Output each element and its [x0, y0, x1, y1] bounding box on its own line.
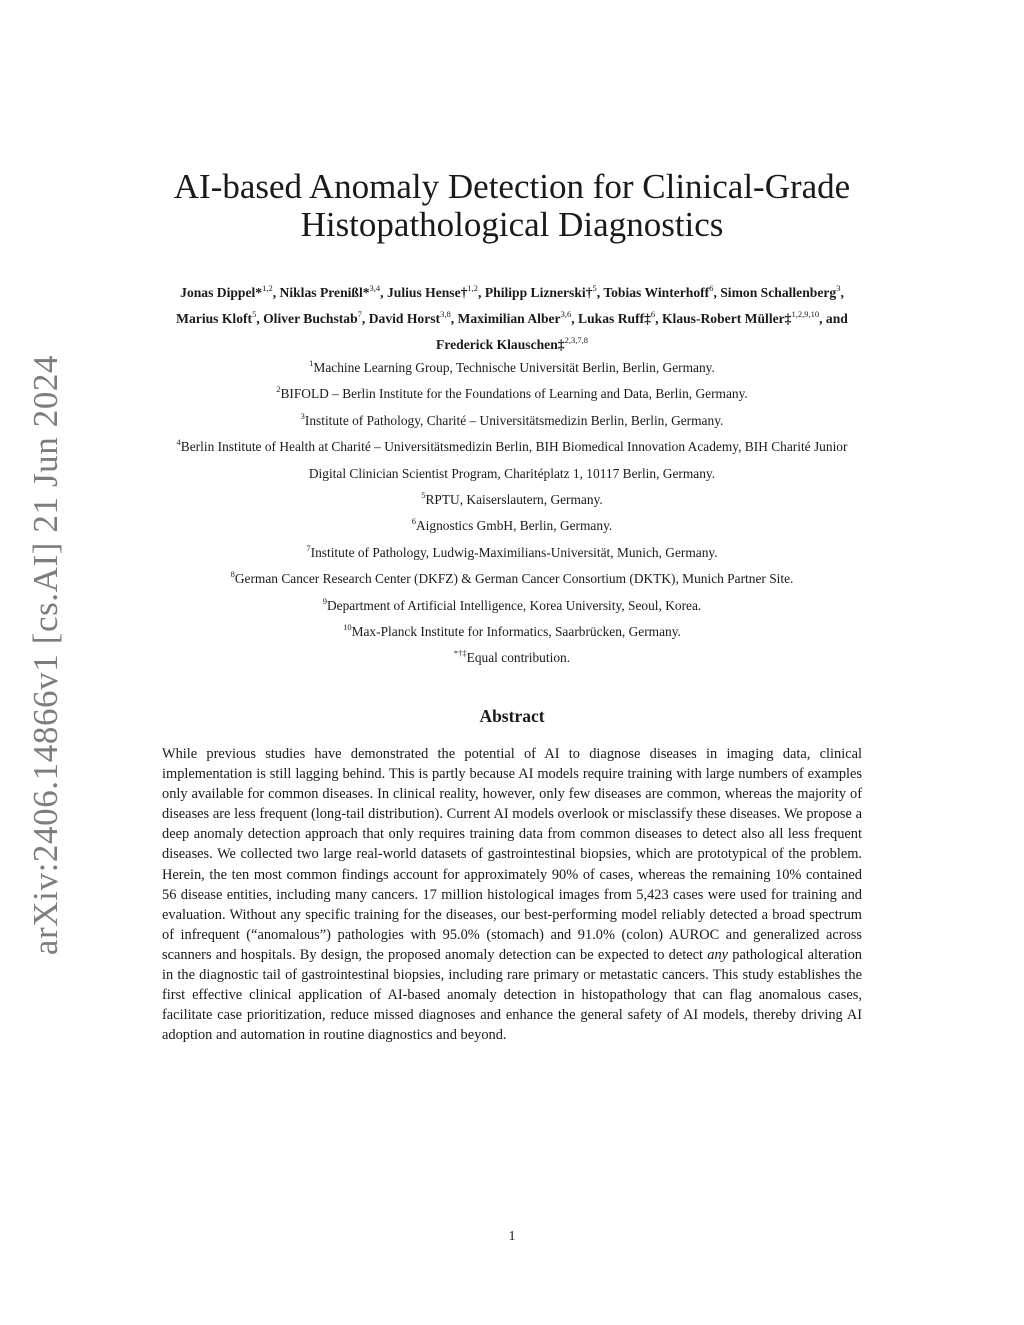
affiliation-marker: 3 [300, 410, 305, 421]
author-affiliation-marker: 6 [650, 309, 656, 319]
affiliation-marker: 7 [306, 542, 311, 553]
author-name: Tobias Winterhoff [603, 285, 710, 300]
author-affiliation-marker: 2,3,7,8 [564, 335, 588, 345]
author-separator: , [256, 311, 264, 326]
author-separator: , [596, 285, 604, 300]
affiliation-7 [120, 540, 904, 566]
affiliation-marker: *†‡ [453, 648, 467, 659]
affiliation-5 [120, 487, 904, 513]
abstract-body [162, 744, 862, 1045]
author-name: Lukas Ruff‡ [578, 311, 651, 326]
author-name: Maximilian Alber [457, 311, 561, 326]
arxiv-identifier-stamp: arXiv:2406.14866v1 [cs.AI] 21 Jun 2024 [26, 354, 65, 956]
author-affiliation-marker: 7 [357, 309, 362, 319]
affiliation-text: Max-Planck Institute for Informatics, Saarbrücken, Germany. [351, 624, 681, 640]
author-name: Klaus-Robert Müller‡ [661, 311, 792, 326]
author-name: Simon Schallenberg [720, 285, 837, 300]
author-line-1 [120, 280, 904, 306]
abstract-emphasis: any [707, 946, 729, 963]
affiliation-text: Institute of Pathology, Charité – Universitätsmedizin Berlin, Berlin, Germany. [304, 412, 724, 428]
affiliation-4-continued: Digital Clinician Scientist Program, Charitéplatz 1, 10117 Berlin, Germany. [308, 465, 716, 481]
author-name: Frederick Klauschen‡ [436, 337, 565, 352]
abstract-heading: Abstract [479, 706, 545, 726]
affiliation-text: German Cancer Research Center (DKFZ) & German Cancer Consortium (DKTK), Munich Partner Site. [234, 571, 794, 587]
equal-contribution-note [120, 645, 904, 671]
author-name: David Horst [368, 311, 441, 326]
affiliation-marker: 4 [176, 437, 181, 448]
affiliation-text: Equal contribution. [466, 650, 571, 666]
affiliation-9 [120, 593, 904, 619]
abstract-text-part-2: pathological alteration in the diagnostic tail of gastrointestinal biopsies, including rare primary or metastatic cancers. This study establishes the first effective clinical application of AI-based anomaly detection in histopathology that can flag anomalous cases, facilitate case prioritization, reduce missed diagnoses and enhance the general safety of AI models, thereby driving AI adoption and automation in routine diagnostics and beyond. [162, 946, 862, 1044]
affiliation-marker: 2 [276, 384, 281, 395]
author-separator: , and [819, 311, 848, 326]
affiliation-6 [120, 513, 904, 539]
author-separator: , [450, 311, 458, 326]
author-separator: , [840, 285, 844, 300]
affiliation-2 [120, 381, 904, 407]
affiliation-text: Machine Learning Group, Technische Universität Berlin, Berlin, Germany. [313, 360, 715, 375]
author-affiliation-marker: 1,2 [467, 283, 479, 293]
author-name: Philipp Liznerski† [484, 285, 593, 300]
affiliation-10 [120, 619, 904, 645]
page-number: 1 [508, 1229, 516, 1244]
author-separator: , [713, 285, 721, 300]
affiliation-list [120, 355, 904, 672]
author-separator: , [272, 285, 280, 300]
affiliation-marker: 10 [343, 622, 352, 633]
affiliation-marker: 5 [421, 490, 426, 501]
author-name: Niklas Prenißl* [279, 285, 370, 300]
author-affiliation-marker: 5 [592, 283, 597, 293]
affiliation-marker: 1 [309, 358, 314, 368]
author-affiliation-marker: 3,6 [560, 309, 572, 319]
affiliation-text: BIFOLD – Berlin Institute for the Foundations of Learning and Data, Berlin, Germany. [280, 386, 748, 402]
author-affiliation-marker: 1,2,9,10 [791, 309, 820, 319]
author-affiliation-marker: 6 [709, 283, 714, 293]
author-name: Marius Kloft [176, 311, 253, 326]
author-name: Jonas Dippel* [180, 285, 263, 300]
author-affiliation-marker: 3,8 [440, 309, 451, 319]
title-line-1: AI-based Anomaly Detection for Clinical-Grade [173, 167, 851, 206]
affiliation-text: Institute of Pathology, Ludwig-Maximilians-Universität, Munich, Germany. [310, 544, 718, 560]
affiliation-text: Berlin Institute of Health at Charité – Universitätsmedizin Berlin, BIH Biomedical Innovation Academy, BIH Charité Junior [180, 439, 848, 455]
author-separator: , [380, 285, 387, 300]
title-line-2: Histopathological Diagnostics [300, 205, 724, 244]
author-affiliation-marker: 3,4 [369, 283, 381, 293]
author-affiliation-marker: 5 [252, 309, 257, 319]
author-separator: , [655, 311, 662, 326]
author-affiliation-marker: 1,2 [262, 283, 273, 293]
author-separator: , [478, 285, 485, 300]
affiliation-marker: 6 [411, 516, 416, 527]
affiliation-3 [120, 408, 904, 434]
affiliation-8 [120, 566, 904, 592]
author-list [120, 280, 904, 358]
author-name: Oliver Buchstab [263, 311, 358, 326]
affiliation-1 [120, 355, 904, 381]
affiliation-text: Aignostics GmbH, Berlin, Germany. [416, 518, 613, 534]
author-separator: , [571, 311, 579, 326]
affiliation-text: RPTU, Kaiserslautern, Germany. [425, 492, 603, 508]
affiliation-text: Department of Artificial Intelligence, Korea University, Seoul, Korea. [326, 597, 702, 613]
author-separator: , [361, 311, 369, 326]
author-affiliation-marker: 3 [836, 283, 841, 293]
author-line-2 [120, 306, 904, 332]
author-name: Julius Hense† [386, 285, 468, 300]
abstract-text-part-1: While previous studies have demonstrated the potential of AI to diagnose diseases in imaging data, clinical implementation is still lagging behind. This is partly because AI models require training with large numbers of examples only available for common diseases. In clinical reality, however, only few diseases are common, whereas the majority of diseases are less frequent (long-tail distribution). Current AI models overlook or misclassify these diseases. We propose a deep anomaly detection approach that only requires training data from common diseases to detect also all less frequent diseases. We collected two large real-world datasets of gastrointestinal biopsies, which are prototypical of the problem. Herein, the ten most common findings account for approximately 90% of cases, whereas the remaining 10% contained 56 disease entities, including many cancers. 17 million histological images from 5,423 cases were used for training and evaluation. Without any specific training for the diseases, our best-performing model reliably detected a broad spectrum of infrequent (“anomalous”) pathologies with 95.0% (stomach) and 91.0% (colon) AUROC and generalized across scanners and hospitals. By design, the proposed anomaly detection can be expected to detect [162, 746, 862, 963]
affiliation-marker: 8 [230, 569, 235, 580]
affiliation-marker: 9 [322, 595, 327, 606]
affiliation-4 [120, 434, 904, 460]
paper-title [0, 168, 1024, 244]
